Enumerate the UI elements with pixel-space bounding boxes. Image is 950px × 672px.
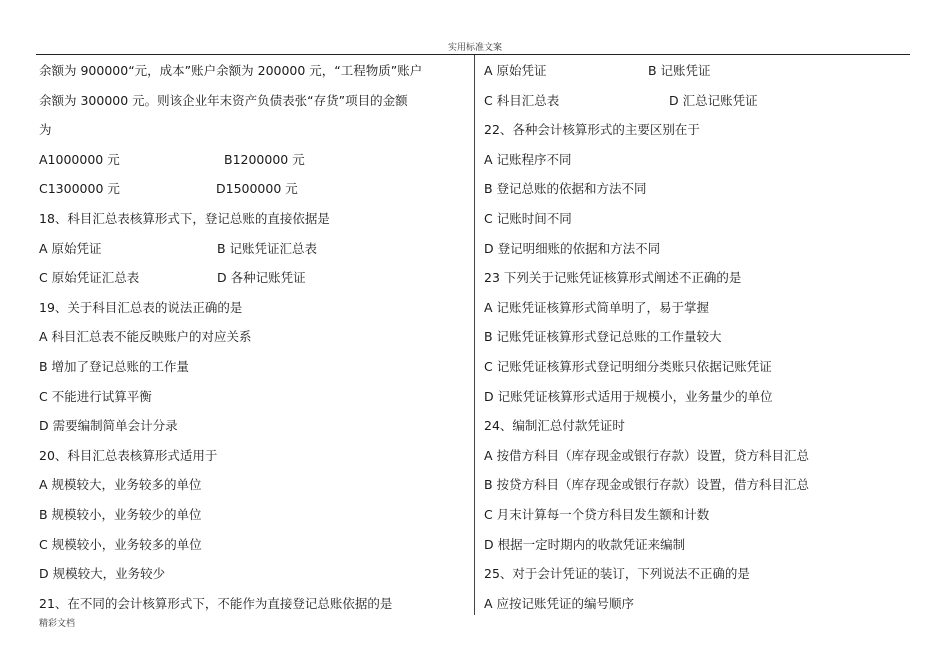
q18-options-row-2 [39,263,464,293]
q22-option-a: A 记账程序不同 [484,151,572,167]
q21-option-b: B 记账凭证 [648,63,711,78]
q17-option-c: C1300000 元 [39,181,120,197]
q20-option-b: B 规模较小，业务较少的单位 [39,506,202,522]
page-header: 实用标准文案 [447,43,502,53]
q22-option-b: B 登记总账的依据和方法不同 [484,181,647,197]
q18-stem: 18、科目汇总表核算形式下，登记总账的直接依据是 [39,210,330,226]
q25-option-a: A 应按记账凭证的编号顺序 [484,595,635,611]
q22-option-d: D 登记明细账的依据和方法不同 [484,240,661,256]
left-column [39,56,464,618]
q18-options-row-1 [39,234,464,264]
q20-option-c: C 规模较小，业务较多的单位 [39,536,202,552]
page-footer: 精彩文档 [39,619,76,629]
q24-option-c: C 月末计算每一个贷方科目发生额和计数 [484,506,710,522]
q17-stem-line-2: 余额为 300000 元。则该企业年末资产负债表张“存货”项目的金额 [39,92,408,108]
q17-options-row-2 [39,174,464,204]
q17-stem-line-1: 余额为 900000“元，成本”账户余额为 200000 元，“工程物质”账户 [39,63,423,78]
q19-stem: 19、关于科目汇总表的说法正确的是 [39,299,243,315]
q21-options-row-2 [484,86,909,116]
q23-stem: 23 下列关于记账凭证核算形式阐述不正确的是 [484,270,742,286]
q17-option-b: B1200000 元 [224,151,305,167]
q20-stem: 20、科目汇总表核算形式适用于 [39,447,218,463]
q21-stem: 21、在不同的会计核算形式下，不能作为直接登记总账依据的是 [39,595,393,611]
column-divider [474,55,475,615]
q19-option-a: A 科目汇总表不能反映账户的对应关系 [39,329,252,345]
header-rule [36,54,910,55]
q18-option-d: D 各种记账凭证 [217,270,306,286]
q23-option-c: C 记账凭证核算形式登记明细分类账只依据记账凭证 [484,358,772,374]
q17-stem-line-3: 为 [39,122,52,138]
right-column [484,56,909,618]
q17-option-a: A1000000 元 [39,151,120,167]
q19-option-d: D 需要编制简单会计分录 [39,418,178,434]
q21-options-row-1 [484,56,909,86]
q18-option-c: C 原始凭证汇总表 [39,270,140,286]
q23-option-a: A 记账凭证核算形式简单明了，易于掌握 [484,299,710,315]
q24-option-d: D 根据一定时期内的收款凭证来编制 [484,536,686,552]
q21-option-a: A 原始凭证 [484,63,547,78]
q17-option-d: D1500000 元 [216,181,298,197]
q22-stem: 22、各种会计核算形式的主要区别在于 [484,122,700,138]
q23-option-b: B 记账凭证核算形式登记总账的工作量较大 [484,329,722,345]
q18-option-b: B 记账凭证汇总表 [217,240,318,256]
q24-option-b: B 按贷方科目（库存现金或银行存款）设置，借方科目汇总 [484,477,810,493]
q18-option-a: A 原始凭证 [39,240,102,256]
q19-option-b: B 增加了登记总账的工作量 [39,358,190,374]
q21-option-c: C 科目汇总表 [484,92,560,108]
q24-option-a: A 按借方科目（库存现金或银行存款）设置，贷方科目汇总 [484,447,810,463]
q17-options-row-1 [39,145,464,175]
q23-option-d: D 记账凭证核算形式适用于规模小，业务量少的单位 [484,388,773,404]
q21-option-d: D 汇总记账凭证 [669,92,758,108]
q25-stem: 25、对于会计凭证的装订，下列说法不正确的是 [484,566,750,582]
q24-stem: 24、编制汇总付款凭证时 [484,418,625,434]
q20-option-d: D 规模较大，业务较少 [39,566,166,582]
q19-option-c: C 不能进行试算平衡 [39,388,152,404]
q20-option-a: A 规模较大，业务较多的单位 [39,477,202,493]
q22-option-c: C 记账时间不同 [484,210,572,226]
